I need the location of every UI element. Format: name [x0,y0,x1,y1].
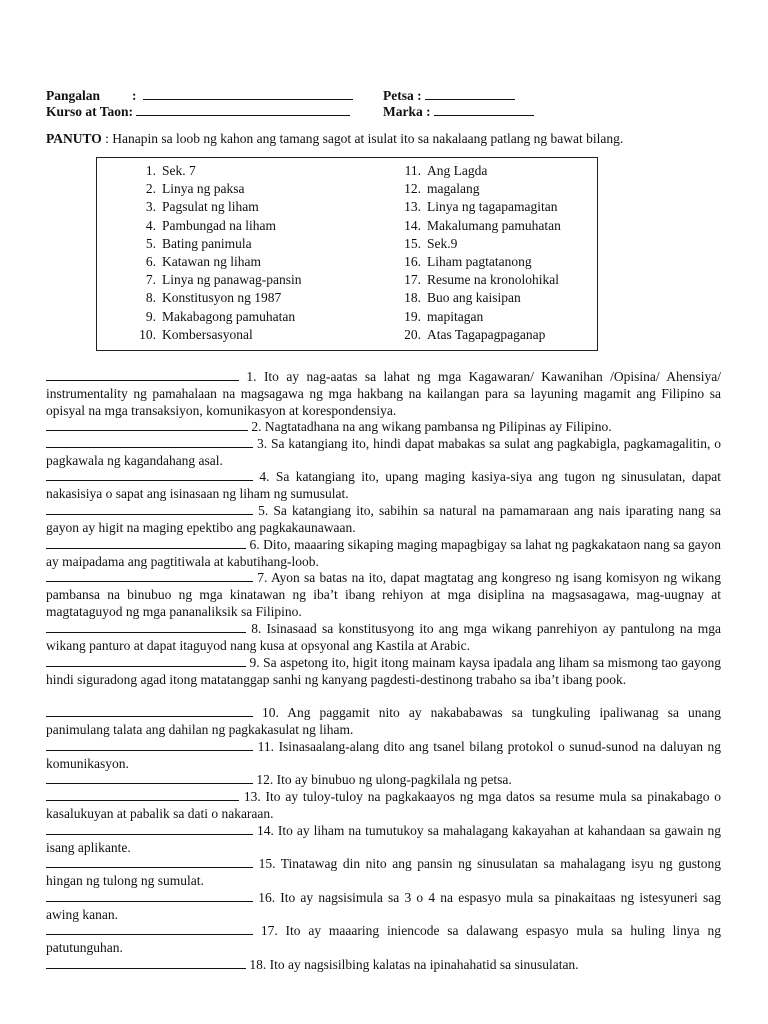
choice-item [130,326,301,344]
choice-text: Linya ng panawag-pansin [162,272,302,288]
choice-item [130,289,301,307]
choice-text: Bating panimula [162,235,252,251]
question-number: 2. [251,419,262,434]
choice-text: Resume na kronolohikal [427,272,559,288]
question-item [46,771,721,789]
answer-blank[interactable] [46,822,253,835]
choice-text: Katawan ng liham [162,254,261,270]
choice-number: 1. [145,163,156,178]
question-text: Ito ay nag-aatas sa lahat ng mga Kagawaran/ Kawanihan /Opisina/ Ahensiya/ instrumentality ng pamahalaan na magsagawa ng mga hakbang na kailangan para sa layuning magamit ang Filipino sa opisyal na mga transaksiyon, komunikasyon at korespondensiya. [46,369,722,418]
question-item [46,418,721,436]
question-text: Sa katangiang ito, hindi dapat mabakas sa sulat ang pagkabigla, pagkamagalitin, o pagkawala ng kagandahang asal. [46,436,721,468]
choice-number: 14. [404,217,421,233]
instructions [46,131,623,147]
choice-item [395,289,561,307]
choice-item [395,217,561,235]
choice-text: Konstitusyon ng 1987 [162,290,282,306]
question-item [46,889,721,924]
choice-text: Linya ng paksa [162,181,245,197]
instructions-text: : Hanapin sa loob ng kahon ang tamang sagot at isulat ito sa nakalaang patlang ng bawat bilang. [101,131,624,146]
answer-blank[interactable] [46,855,253,868]
question-number: 15. [258,856,276,871]
question-item [46,822,721,857]
question-item [46,620,721,655]
choices-left-column [130,162,301,344]
question-number: 12. [256,772,274,787]
question-item [46,502,721,537]
course-input-line[interactable] [136,103,350,116]
question-number: 9. [249,655,260,670]
choice-number: 18. [404,290,421,306]
question-item [46,738,721,773]
question-number: 1. [246,369,257,384]
choice-text: magalang [427,181,480,197]
answer-blank[interactable] [46,889,253,902]
question-text: Ang paggamit nito ay nakababawas sa tungkuling ipaliwanag sa unang panimulang talata ang dahilan ng pagkakasulat ng liham. [46,705,721,737]
question-item [46,435,721,470]
choice-text: Linya ng tagapamagitan [427,199,558,215]
question-text: Ito ay liham na tumutukoy sa mahalagang kakayahan at kahandaan sa gawain ng isang aplikante. [46,823,722,855]
choice-text: Pambungad na liham [162,217,276,233]
question-text: Ito ay binubuo ng ulong-pagkilala ng petsa. [276,772,512,787]
choice-number: 10. [139,326,156,342]
course-field-row [46,103,350,120]
choice-item [130,217,301,235]
question-text: Tinatawag din nito ang pansin ng sinusulatan sa mahalagang isyu ng gustong hingan ng tulong ng sumulat. [46,856,721,888]
choice-item [395,162,561,180]
choice-text: Sek. 7 [162,163,196,178]
date-label: Petsa : [383,88,422,103]
question-item [46,956,721,974]
choice-text: Ang Lagda [427,163,488,178]
question-item [46,654,721,689]
choice-item [130,180,301,198]
question-number: 10. [262,705,279,720]
choice-item [395,326,561,344]
question-item [46,569,721,621]
score-input-line[interactable] [434,103,534,116]
question-text: Dito, maaaring sikaping maging mapagbigay sa lahat ng pagkakataon nang sa gayon ay maipadama ang pagtitiwala at kabutihang-loob. [46,537,722,569]
choice-number: 5. [145,235,156,251]
name-colon: : [132,88,137,103]
choice-number: 13. [404,199,421,215]
choice-number: 20. [404,326,421,342]
choice-number: 19. [404,308,421,324]
course-label: Kurso at Taon: [46,104,134,119]
answer-blank[interactable] [46,771,253,784]
question-text: Isinasaad sa konstitusyong ito ang mga wikang panrehiyon ay pantulong na mga wikang panturo at dapat itaguyod nang kusa at opsyonal ang Kastila at Arabic. [46,621,722,653]
answer-blank[interactable] [46,569,253,582]
answer-blank[interactable] [46,536,246,549]
answer-blank[interactable] [46,788,239,801]
choice-text: Pagsulat ng liham [162,199,259,215]
question-number: 6. [249,537,260,552]
choice-text: mapitagan [427,308,484,324]
question-number: 3. [256,436,268,451]
answer-blank[interactable] [46,654,246,667]
choice-number: 3. [145,199,156,215]
choice-number: 17. [404,272,421,288]
question-number: 7. [257,570,268,585]
score-field-row [383,103,534,120]
question-text: Ito ay nagsisilbing kalatas na ipinahahatid sa sinusulatan. [269,957,579,972]
date-field-row [383,87,515,104]
choice-number: 7. [145,272,156,288]
choice-number: 15. [404,235,421,251]
question-text: Ayon sa batas na ito, dapat magtatag ang kongreso ng isang komisyon ng wikang pambansa na binubuo ng mga kinatawan ng iba’t ibang rehiyon at mga disiplina na magsasagawa, mag-uugnay at magtataguyod ng mga pananaliksik sa Filipino. [46,570,721,619]
question-number: 13. [243,789,261,804]
question-text: Isinasaalang-alang dito ang tsanel bilang protokol o sunud-sunod na daluyan ng komunikasyon. [46,739,722,771]
choice-number: 2. [145,181,156,197]
name-field-row [46,87,353,104]
answer-blank[interactable] [46,468,253,481]
answer-blank[interactable] [46,922,253,935]
choice-text: Atas Tagapagpaganap [427,326,546,342]
choice-item [130,198,301,216]
choice-item [395,235,561,253]
choices-box [96,157,598,351]
question-number: 5. [258,503,269,518]
answer-blank[interactable] [46,704,253,717]
choice-number: 9. [145,308,156,324]
answer-blank[interactable] [46,738,253,751]
question-number: 11. [257,739,274,754]
name-label: Pangalan [46,88,101,103]
question-number: 8. [251,621,262,636]
question-text: Ito ay tuloy-tuloy na pagkakaayos ng mga datos sa resume mula sa pinakabago o kasalukuyan at pabalik sa dati o nakaraan. [46,789,722,821]
question-text: Sa katangiang ito, upang maging kasiya-siya ang tugon ng sinusulatan, dapat nakasisiya o sapat ang isinasaan ng liham ng sumusulat. [46,469,722,501]
question-text: Nagtatadhana na ang wikang pambansa ng Pilipinas ay Filipino. [264,419,612,434]
question-number: 18. [249,957,267,972]
choice-number: 4. [145,217,156,233]
choice-number: 16. [404,254,421,270]
choice-number: 6. [145,254,156,270]
answer-blank[interactable] [46,368,239,381]
question-text: Ito ay nagsisimula sa 3 o 4 na espasyo mula sa pinakaitaas ng istesyuneri sag awing kanan. [46,890,721,922]
choice-item [130,162,301,180]
choice-item [130,253,301,271]
choice-number: 11. [404,163,421,178]
choice-item [395,308,561,326]
question-item [46,788,721,823]
choice-item [395,253,561,271]
choice-text: Sek.9 [427,235,458,251]
answer-blank[interactable] [46,502,253,515]
score-label: Marka : [383,104,431,119]
answer-blank[interactable] [46,620,246,633]
choices-right-column [395,162,561,344]
date-input-line[interactable] [425,87,515,100]
answer-blank[interactable] [46,435,253,448]
question-number: 17. [260,923,278,938]
choice-number: 12. [404,181,421,197]
question-item [46,536,721,571]
question-item [46,704,721,739]
choice-item [395,198,561,216]
choice-text: Kombersasyonal [162,326,253,342]
choice-text: Buo ang kaisipan [427,290,521,306]
question-item [46,855,721,890]
question-item [46,922,721,957]
question-text: Ito ay maaaring iniencode sa dalawang espasyo mula sa huling linya ng patutunguhan. [46,923,721,955]
choice-text: Liham pagtatanong [427,254,532,270]
choice-item [130,235,301,253]
question-item [46,468,721,503]
name-input-line[interactable] [143,87,353,100]
choice-item [130,271,301,289]
question-text: Sa aspetong ito, higit itong mainam kaysa ipadala ang liham sa mismong tao gayong hindi siguradong agad itong matatanggap sanhi ng kanyang pagdesti-destinong trabaho sa iba’t ibang pook. [46,655,722,687]
question-number: 4. [259,469,270,484]
answer-blank[interactable] [46,418,248,431]
question-text: Sa katangiang ito, sabihin sa natural na pamamaraan ang nais iparating nang sa gayon ay higit na maging epektibo ang pagkakaunawaan. [46,503,722,535]
question-number: 14. [257,823,274,838]
choice-number: 8. [145,290,156,306]
question-item [46,368,721,420]
choice-item [130,308,301,326]
choice-item [395,271,561,289]
choice-text: Makabagong pamuhatan [162,308,296,324]
question-number: 16. [258,890,276,905]
instructions-label: PANUTO [46,131,102,146]
answer-blank[interactable] [46,956,246,969]
choice-item [395,180,561,198]
choice-text: Makalumang pamuhatan [427,217,561,233]
